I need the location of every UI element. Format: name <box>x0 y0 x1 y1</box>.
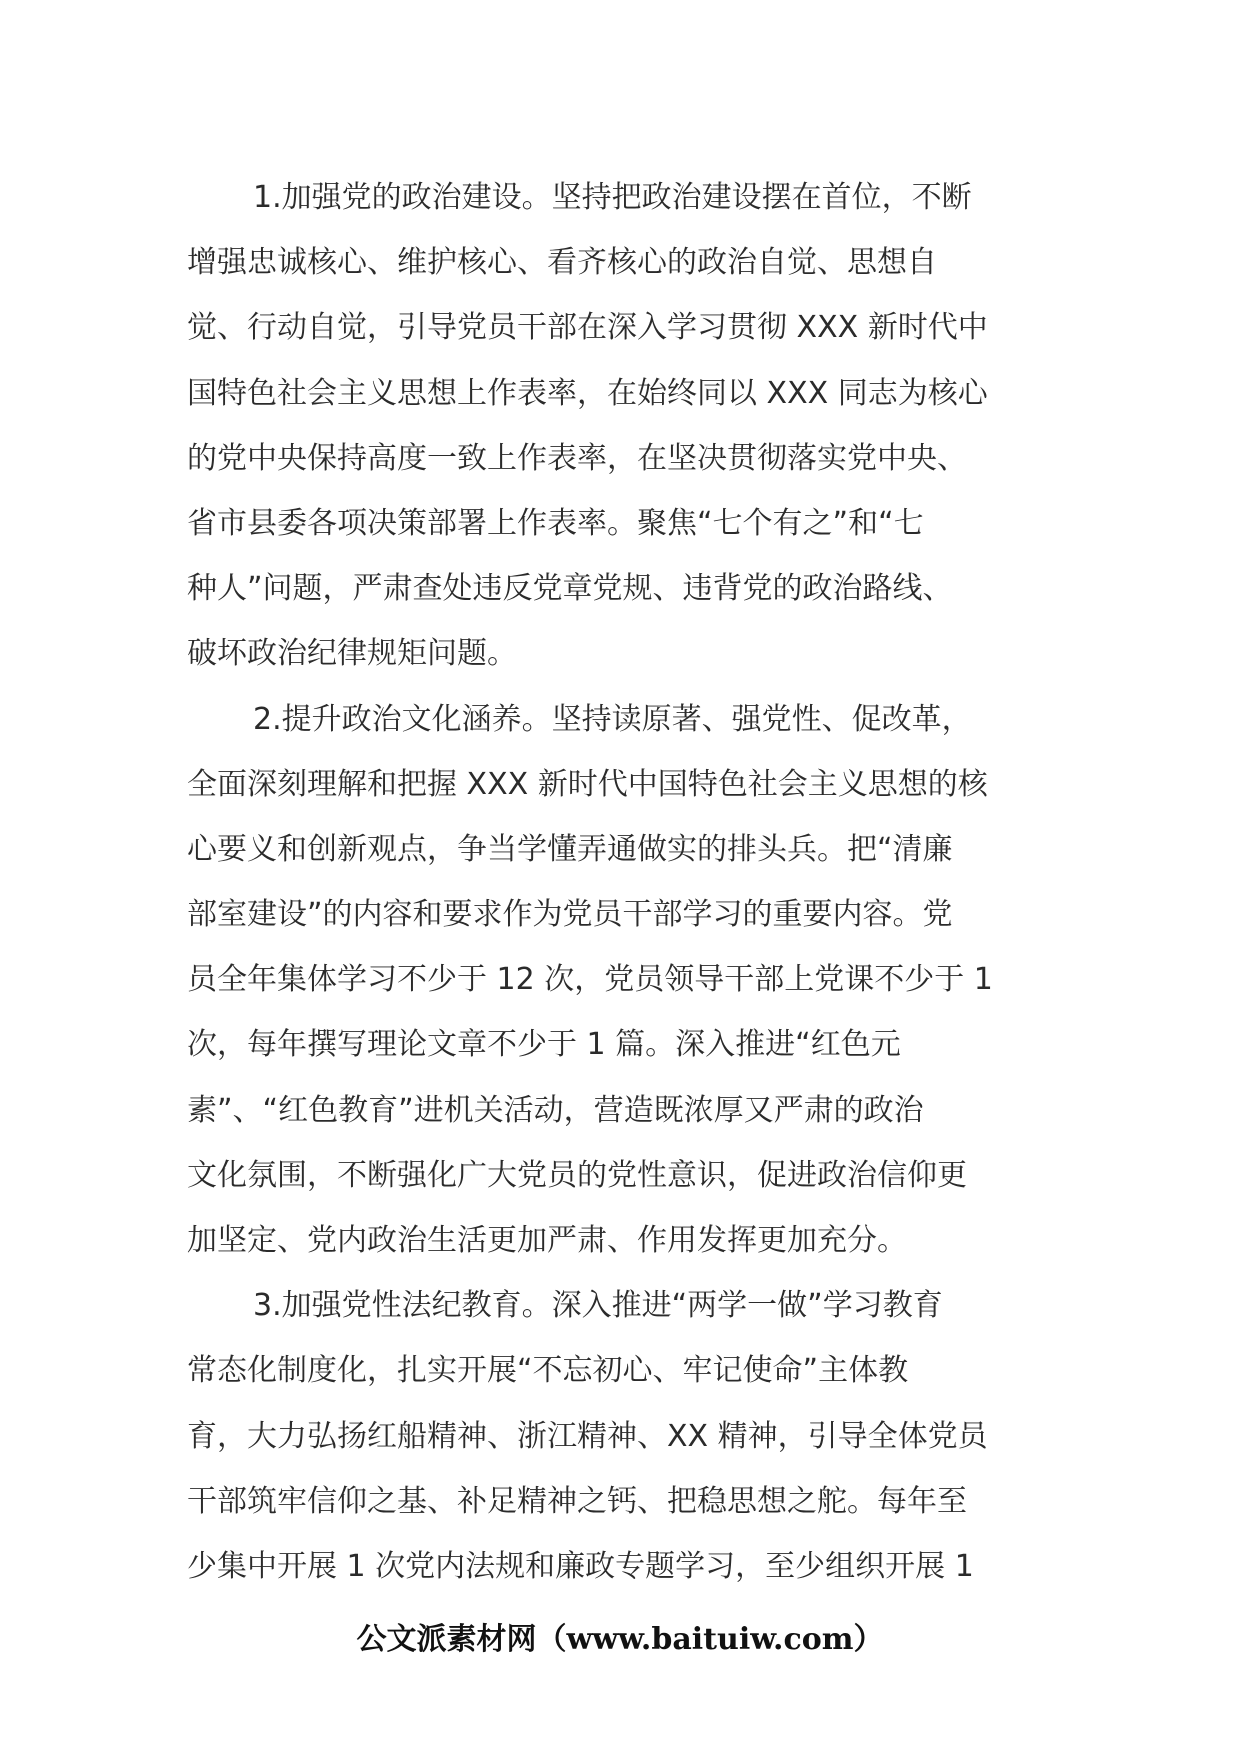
paragraph-1-line: 国特色社会主义思想上作表率，在始终同以 XXX 同志为核心 <box>187 375 988 411</box>
paragraph-1-line: 觉、行动自觉，引导党员干部在深入学习贯彻 XXX 新时代中 <box>187 310 988 346</box>
paragraph-2-line: 文化氛围，不断强化广大党员的党性意识，促进政治信仰更 <box>187 1157 967 1193</box>
paragraph-3-line: 少集中开展 1 次党内法规和廉政专题学习，至少组织开展 1 <box>187 1548 974 1584</box>
paragraph-2-line: 素”、“红色教育”进机关活动，营造既浓厚又严肃的政治 <box>187 1092 924 1128</box>
paragraph-2-line: 部室建设”的内容和要求作为党员干部学习的重要内容。党 <box>187 897 953 933</box>
document-body <box>187 165 1053 1599</box>
paragraph-1-line: 的党中央保持高度一致上作表率，在坚决贯彻落实党中央、 <box>187 440 967 476</box>
paragraph-3-line: 常态化制度化，扎实开展“不忘初心、牢记使命”主体教 <box>187 1353 909 1389</box>
paragraph-1-line: 破坏政治纪律规矩问题。 <box>187 636 517 672</box>
paragraph-2-line: 员全年集体学习不少于 12 次，党员领导干部上党课不少于 1 <box>187 962 993 998</box>
paragraph-2-line: 心要义和创新观点，争当学懂弄通做实的排头兵。把“清廉 <box>187 831 953 867</box>
paragraph-1-line: 增强忠诚核心、维护核心、看齐核心的政治自觉、思想自 <box>187 245 937 281</box>
footer-watermark: 公文派素材网（www.baituiw.com） <box>356 1622 884 1657</box>
paragraph-2-line: 全面深刻理解和把握 XXX 新时代中国特色社会主义思想的核 <box>187 766 988 802</box>
paragraph-3-line: 育，大力弘扬红船精神、浙江精神、XX 精神，引导全体党员 <box>187 1418 988 1454</box>
paragraph-1-line: 1.加强党的政治建设。坚持把政治建设摆在首位，不断 <box>253 180 972 215</box>
paragraph-1-line: 种人”问题，严肃查处违反党章党规、违背党的政治路线、 <box>187 571 953 607</box>
paragraph-2-line: 2.提升政治文化涵养。坚持读原著、强党性、促改革， <box>253 701 972 737</box>
paragraph-3-line: 3.加强党性法纪教育。深入推进“两学一做”学习教育 <box>253 1288 943 1324</box>
paragraph-2-line: 加坚定、党内政治生活更加严肃、作用发挥更加充分。 <box>187 1223 907 1258</box>
paragraph-2-line: 次，每年撰写理论文章不少于 1 篇。深入推进“红色元 <box>187 1027 901 1063</box>
paragraph-1-line: 省市县委各项决策部署上作表率。聚焦“七个有之”和“七 <box>187 505 924 541</box>
paragraph-3-line: 干部筑牢信仰之基、补足精神之钙、把稳思想之舵。每年至 <box>187 1483 967 1519</box>
